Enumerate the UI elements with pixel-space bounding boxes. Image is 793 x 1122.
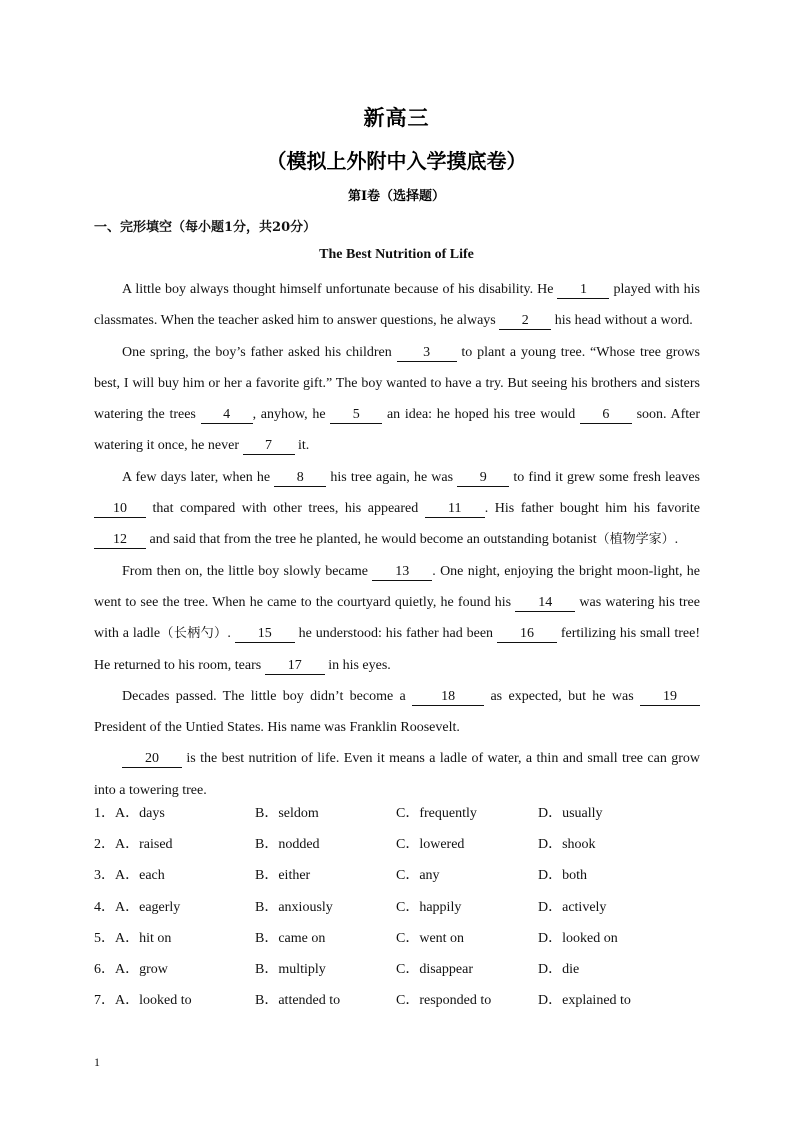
passage-paragraph: A little boy always thought himself unfortunate because of his disability. He 1 played with his classmates. When the teacher asked him to answer questions, he always 2 his head without a word. [94,282,701,329]
option-d: D．die [538,961,580,977]
blank-11: 11 [425,501,485,518]
option-d: D．explained to [538,993,631,1009]
blank-8: 8 [274,470,326,487]
option-b: B．anxiously [255,899,333,915]
option-d: D．actively [538,899,607,915]
option-b: B．nodded [255,837,320,853]
question-row [94,958,714,989]
passage-paragraph: One spring, the boy’s father asked his children 3 to plant a young tree. “Whose tree grows best, I will buy him or her a favorite gift.” The boy wanted to have a try. But seeing his brothers and sisters watering the trees 4 , anyhow, he 5 an idea: he hoped his tree would 6 soon. After watering it once, he never 7 it. [94,344,701,454]
option-b: B．multiply [255,961,326,977]
blank-18: 18 [412,689,484,706]
question-row [94,802,714,833]
blank-4: 4 [201,407,253,424]
page-title: 新高三 [363,105,430,130]
section-heading: 一、完形填空（每小题1分，共20分） [94,220,317,235]
blank-17: 17 [265,658,325,675]
option-d: D．usually [538,806,603,821]
option-b: B．came on [255,930,326,946]
blank-5: 5 [330,407,382,424]
option-c: C．any [396,868,440,884]
option-d: D．both [538,868,587,884]
question-row [94,833,714,864]
option-c: C．responded to [396,993,492,1009]
question-row [94,896,714,927]
option-c: C．lowered [396,837,465,853]
option-c: C．frequently [396,806,477,821]
option-b: B．attended to [255,993,341,1009]
blank-13: 13 [372,564,432,581]
passage-paragraph: Decades passed. The little boy didn’t become a 18 as expected, but he was 19 President of the Untied States. His name was Franklin Roosevelt. [94,681,700,744]
blank-14: 14 [515,595,575,612]
option-c: C．happily [396,899,462,915]
option-d: D．looked on [538,930,618,946]
blank-6: 6 [580,407,632,424]
blank-9: 9 [457,470,509,487]
option-a: 7．A．looked to [94,993,192,1009]
passage-paragraph: From then on, the little boy slowly became 13 . One night, enjoying the bright moon-light, he went to see the tree. When he came to the courtyard quietly, he found his 14 was watering his tree with a ladle（长柄勺）. 15 he understood: his father had been 16 fertilizing his small tree! He returned to his room, tears 17 in his eyes. [94,563,701,673]
passage-paragraph: 20 is the best nutrition of life. Even it means a ladle of water, a thin and small tree can grow into a towering tree. [94,751,700,798]
question-row [94,864,714,895]
volume-label: 第I卷（选择题） [347,189,446,204]
blank-16: 16 [497,626,557,643]
option-c: C．disappear [396,961,473,977]
passage-body [94,274,700,806]
question-row [94,927,714,958]
blank-7: 7 [243,438,295,455]
question-list [94,802,714,1020]
option-b: B．seldom [255,806,319,821]
page-number: 1 [94,1055,100,1069]
option-a: 5．A．hit on [94,930,172,946]
option-a: 6．A．grow [94,961,168,977]
option-a: 2．A．raised [94,837,173,853]
option-d: D．shook [538,837,596,853]
blank-15: 15 [235,626,295,643]
option-a: 4．A．eagerly [94,899,181,915]
blank-2: 2 [499,313,551,330]
option-a: 1．A．days [94,806,165,821]
passage-title: The Best Nutrition of Life [319,247,474,262]
option-a: 3．A．each [94,868,165,884]
question-row [94,989,714,1020]
option-b: B．either [255,868,311,884]
passage-paragraph: A few days later, when he 8 his tree again, he was 9 to find it grew some fresh leaves 10 that compared with other trees, his appeared 11 . His father bought him his favorite 12 and said that from the tree he planted, he would become an outstanding botanist（植物学家）. [94,462,700,556]
blank-20: 20 [122,751,182,768]
blank-1: 1 [557,282,609,299]
option-c: C．went on [396,930,465,946]
blank-12: 12 [94,532,146,549]
blank-10: 10 [94,501,146,518]
blank-3: 3 [397,345,457,362]
page-subtitle: （模拟上外附中入学摸底卷） [266,149,527,173]
blank-19: 19 [640,689,700,706]
